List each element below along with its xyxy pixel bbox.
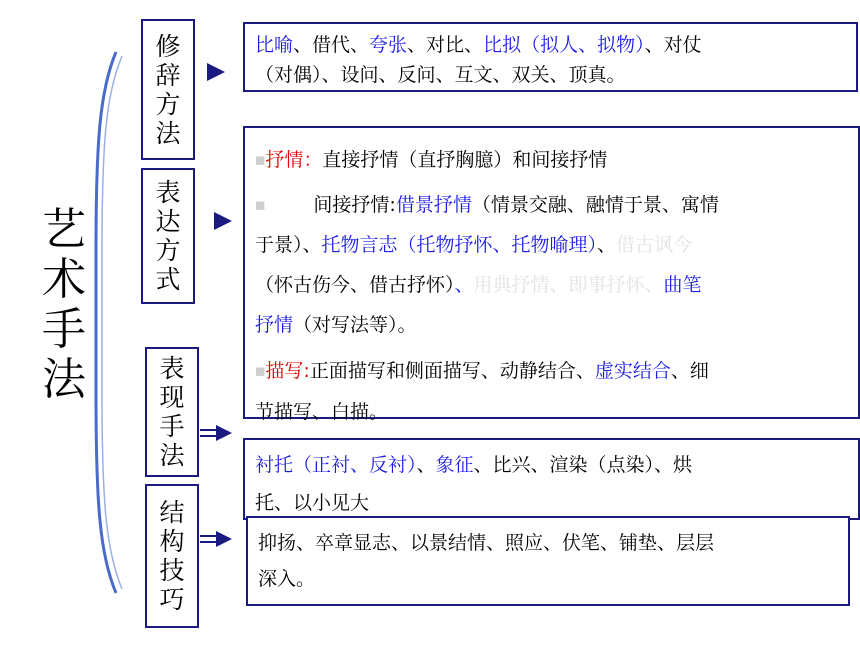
arrow-right-icon bbox=[207, 63, 225, 81]
rhetoric-line-1 bbox=[255, 30, 846, 60]
text-segment: 、 bbox=[454, 274, 474, 296]
text-segment: 抒情 bbox=[255, 314, 294, 336]
double-arrow-icon bbox=[200, 425, 232, 441]
expression-paragraph-1: ■抒情：直接抒情（直抒胸臆）和间接抒情 bbox=[255, 149, 608, 171]
category-label: 结构技巧 bbox=[159, 498, 185, 614]
expression-paragraph-2-cont bbox=[255, 225, 848, 265]
text-segment: 直接抒情（直抒胸臆）和间接抒情 bbox=[322, 149, 608, 171]
category-expression bbox=[141, 168, 195, 304]
text-segment: 节描写、白描。 bbox=[255, 400, 389, 423]
text-segment: 、对仗 bbox=[644, 34, 702, 56]
text-segment: 象征 bbox=[435, 454, 474, 476]
text-segment: 比拟（拟人、拟物） bbox=[483, 34, 645, 56]
text-segment: 抑扬、卒章显志、以景结情、照应、伏笔、铺垫、层层 bbox=[258, 532, 715, 554]
structure-line-1 bbox=[258, 525, 838, 561]
structure-line-2 bbox=[258, 561, 838, 597]
performance-content-box bbox=[243, 438, 860, 520]
text-segment: 、细 bbox=[670, 360, 709, 382]
text-segment: 、 bbox=[416, 454, 436, 476]
expression-paragraph-2-cont bbox=[255, 305, 848, 345]
expression-paragraph-3-cont bbox=[255, 392, 848, 432]
text-segment: 、比兴、渲染（点染）、烘 bbox=[473, 454, 693, 476]
text-segment: 、 bbox=[597, 234, 617, 256]
text-segment: 用典抒情、即事抒怀、 bbox=[473, 274, 664, 296]
text-segment: 托物言志（托物抒怀、托物喻理） bbox=[321, 234, 598, 256]
text-segment: 、借代、 bbox=[293, 34, 370, 56]
category-label: 表达方式 bbox=[155, 178, 181, 294]
text-segment: 衬托（正衬、反衬） bbox=[255, 454, 417, 476]
text-segment: 于景）、 bbox=[255, 234, 322, 256]
expression-paragraph-2-cont bbox=[255, 265, 848, 305]
category-structure bbox=[145, 484, 199, 628]
text-segment: 借景抒情 bbox=[395, 193, 472, 216]
category-rhetoric bbox=[141, 19, 195, 160]
expression-paragraph-3: ■描写:正面描写和侧面描写、动静结合、虚实结合、细 bbox=[255, 360, 709, 382]
text-segment: 借古讽今 bbox=[616, 234, 693, 256]
category-label: 表现手法 bbox=[159, 354, 185, 470]
structure-content-box bbox=[246, 516, 850, 606]
category-performance bbox=[145, 347, 199, 477]
text-segment: 夸张 bbox=[369, 34, 408, 56]
text-segment: 虚实结合 bbox=[594, 360, 671, 382]
text-segment: 深入。 bbox=[258, 568, 316, 590]
category-label: 修辞方法 bbox=[155, 31, 181, 148]
text-segment: 托、以小见大 bbox=[255, 492, 370, 514]
expression-content-box bbox=[243, 126, 860, 423]
text-segment: （怀古伤今、借古抒怀） bbox=[255, 274, 455, 296]
text-segment: 曲笔 bbox=[663, 274, 702, 296]
brace-icon bbox=[86, 50, 126, 595]
text-segment: （对写法等）。 bbox=[293, 314, 417, 336]
expression-paragraph-2: ■ 间接抒情:借景抒情（情景交融、融情于景、寓情 bbox=[255, 193, 719, 216]
text-segment: （对偶）、设问、反问、互文、双关、顶真。 bbox=[255, 64, 626, 86]
rhetoric-content-box bbox=[243, 22, 858, 92]
double-arrow-icon bbox=[200, 531, 232, 547]
text-segment: 抒情： bbox=[265, 149, 323, 171]
rhetoric-line-2 bbox=[255, 60, 846, 90]
text-segment: 正面描写和侧面描写、动静结合、 bbox=[309, 360, 595, 382]
text-segment: 比喻 bbox=[255, 34, 294, 56]
main-title: 艺术手法 bbox=[42, 204, 86, 405]
text-segment: 、对比、 bbox=[407, 34, 484, 56]
text-segment: 间接抒情: bbox=[313, 193, 396, 216]
arrow-right-icon bbox=[214, 212, 232, 230]
text-segment: （情景交融、融情于景、寓情 bbox=[471, 193, 719, 216]
text-segment: 描写: bbox=[265, 360, 310, 382]
performance-line-1 bbox=[255, 446, 848, 484]
